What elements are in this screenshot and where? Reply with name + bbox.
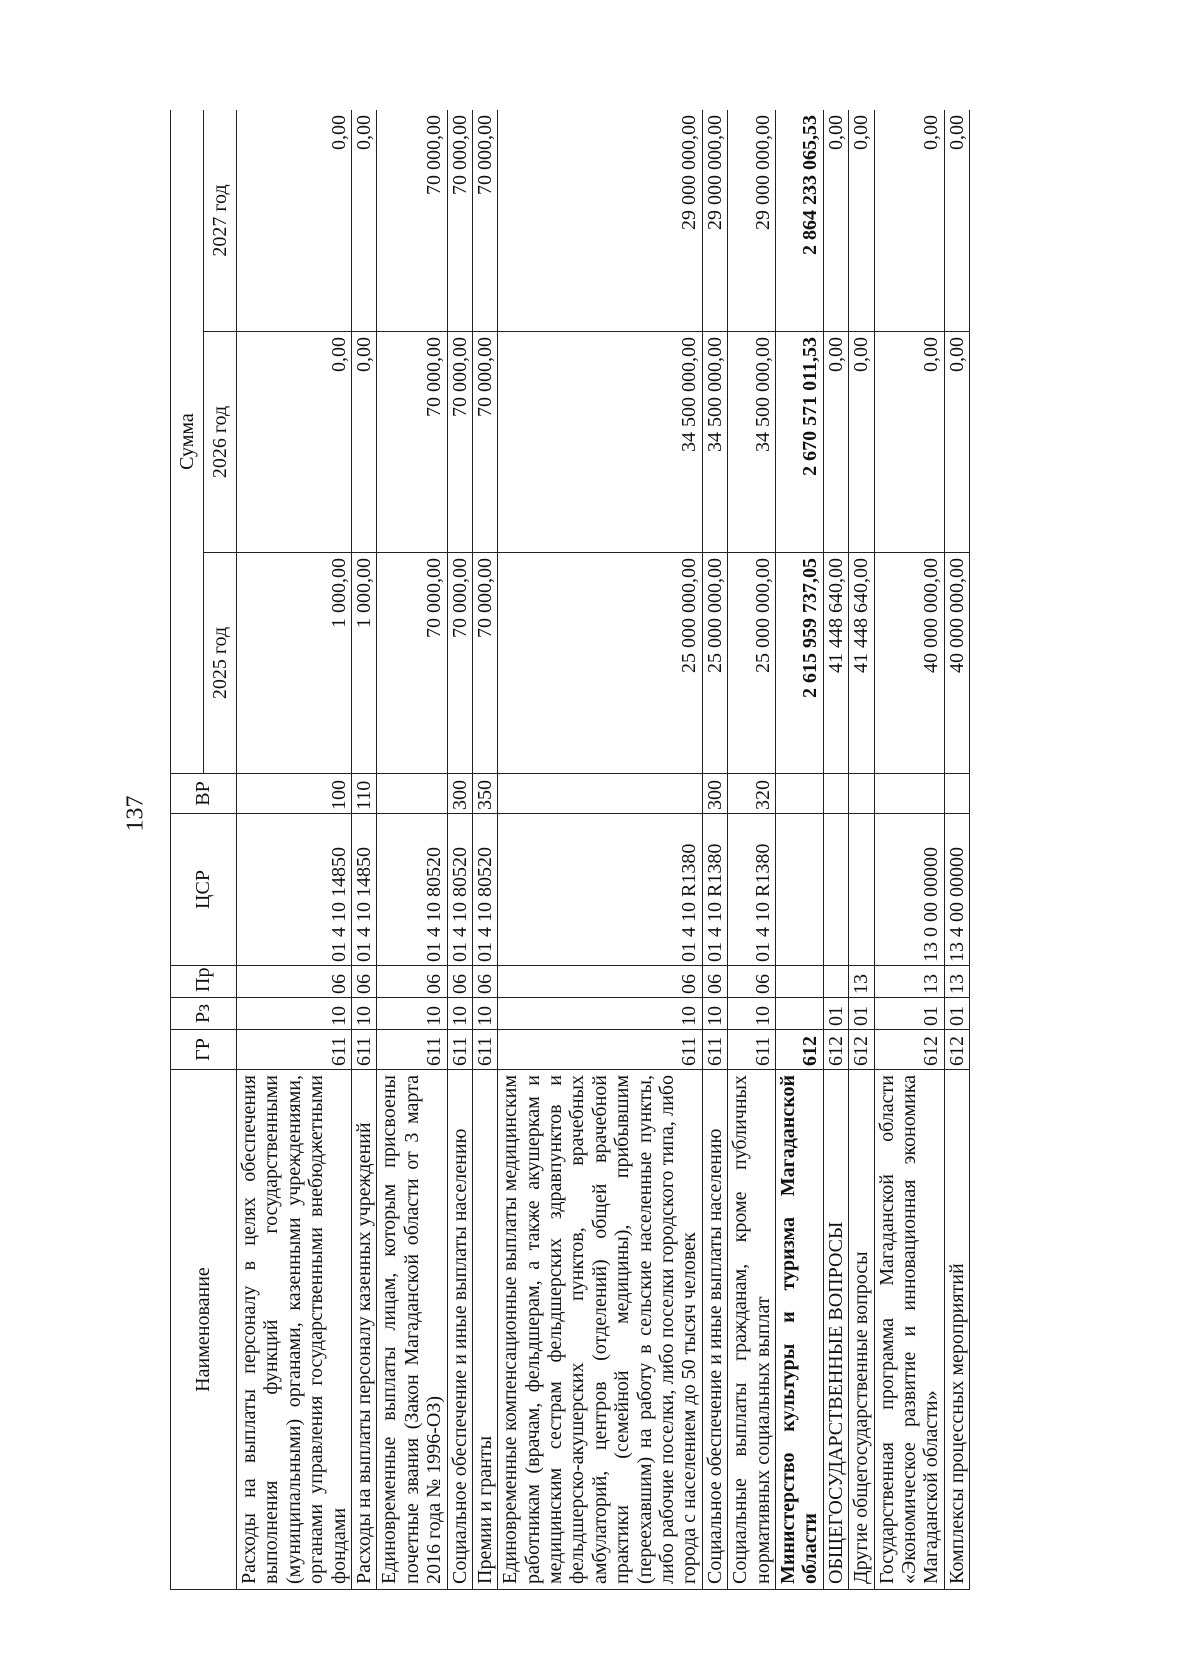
cell-y2026: 2 670 571 011,53 [775,332,823,553]
cell-gr: 612 [849,1030,874,1070]
cell-y2025: 25 000 000,00 [728,553,776,774]
cell-y2027: 29 000 000,00 [498,110,703,332]
cell-name: Другие общегосударственные вопросы [849,1070,874,1590]
cell-name: Социальное обеспечение и иные выплаты населению [702,1070,727,1590]
table-body [237,110,970,1590]
cell-csr: 01 4 10 R1380 [498,814,703,966]
header-csr: ЦСР [171,814,237,966]
cell-pr: 06 [351,966,376,998]
cell-vr [775,774,823,814]
cell-pr: 06 [472,966,497,998]
page-number-text: 137 [122,795,149,832]
cell-csr: 01 4 10 80520 [447,814,472,966]
cell-pr: 06 [702,966,727,998]
cell-y2026: 70 000,00 [377,332,447,553]
cell-csr: 01 4 10 R1380 [702,814,727,966]
cell-pr [775,966,823,998]
cell-pr: 06 [447,966,472,998]
cell-csr [823,814,848,966]
cell-rz: 10 [447,998,472,1030]
cell-y2026: 0,00 [944,332,969,553]
cell-y2026: 0,00 [237,332,352,553]
cell-rz [775,998,823,1030]
table-row [775,110,823,1590]
cell-y2026: 70 000,00 [472,332,497,553]
header-pr: Пр [171,966,237,998]
rotated-content [170,110,1100,1590]
cell-name: Социальные выплаты гражданам, кроме публичных нормативных социальных выплат [728,1070,776,1590]
cell-gr: 612 [823,1030,848,1070]
cell-y2027: 2 864 233 065,53 [775,110,823,332]
cell-csr: 01 4 10 R1380 [728,814,776,966]
cell-y2026: 34 500 000,00 [498,332,703,553]
cell-y2025: 40 000 000,00 [874,553,944,774]
cell-rz: 10 [377,998,447,1030]
table-row [874,110,944,1590]
cell-name: Расходы на выплаты персоналу в целях обеспечения выполнения функций государственными (муниципальными) органами, казенными учреждениями, органами управления государственными внебюджетными фондами [237,1070,352,1590]
table-row [498,110,703,1590]
cell-pr: 06 [728,966,776,998]
header-2027: 2027 год [204,110,237,332]
cell-vr: 350 [472,774,497,814]
cell-gr: 611 [237,1030,352,1070]
cell-gr: 612 [874,1030,944,1070]
cell-gr: 611 [377,1030,447,1070]
cell-csr: 13 4 00 00000 [944,814,969,966]
cell-name: Государственная программа Магаданской области «Экономическое развитие и инновационная экономика Магаданской области» [874,1070,944,1590]
cell-y2025: 25 000 000,00 [702,553,727,774]
cell-pr: 06 [237,966,352,998]
cell-y2027: 70 000,00 [472,110,497,332]
header-gr: ГР [171,1030,237,1070]
cell-y2025: 25 000 000,00 [498,553,703,774]
header-row-1 [171,110,204,1590]
header-2026: 2026 год [204,332,237,553]
table-row [702,110,727,1590]
cell-rz: 10 [498,998,703,1030]
cell-csr: 01 4 10 80520 [377,814,447,966]
cell-y2026: 34 500 000,00 [728,332,776,553]
cell-pr: 13 [849,966,874,998]
header-sum: Сумма [171,110,204,774]
table-row [472,110,497,1590]
cell-vr: 100 [237,774,352,814]
cell-csr: 01 4 10 14850 [237,814,352,966]
cell-gr: 611 [351,1030,376,1070]
cell-y2025: 40 000 000,00 [944,553,969,774]
cell-pr [823,966,848,998]
cell-y2027: 29 000 000,00 [728,110,776,332]
cell-rz: 01 [823,998,848,1030]
cell-rz: 10 [237,998,352,1030]
cell-y2025: 70 000,00 [447,553,472,774]
cell-y2026: 0,00 [849,332,874,553]
cell-csr: 01 4 10 80520 [472,814,497,966]
table-row [447,110,472,1590]
table-row [377,110,447,1590]
cell-csr: 13 0 00 00000 [874,814,944,966]
cell-y2025: 70 000,00 [377,553,447,774]
cell-name: Премии и гранты [472,1070,497,1590]
cell-rz: 10 [351,998,376,1030]
cell-gr: 611 [498,1030,703,1070]
cell-rz: 10 [728,998,776,1030]
cell-vr [874,774,944,814]
cell-y2026: 34 500 000,00 [702,332,727,553]
cell-y2026: 0,00 [351,332,376,553]
cell-name: Единовременные компенсационные выплаты медицинским работникам (врачам, фельдшерам, а также акушеркам и медицинским сестрам фельдшерских здравпунктов и фельдшерско-акушерских пунктов, врачебных амбулаторий, центров (отделений) общей врачебной практики (семейной медицины), прибывшим (переехавшим) на работу в сельские населенные пункты, либо рабочие поселки, либо поселки городского типа, либо города с населением до 50 тысяч человек [498,1070,703,1590]
cell-gr: 612 [775,1030,823,1070]
cell-pr: 06 [498,966,703,998]
cell-name: Комплексы процессных мероприятий [944,1070,969,1590]
header-vr: ВР [171,774,237,814]
cell-vr [849,774,874,814]
table-row [849,110,874,1590]
cell-y2027: 70 000,00 [377,110,447,332]
cell-csr [775,814,823,966]
cell-vr [823,774,848,814]
cell-gr: 611 [472,1030,497,1070]
table-row [728,110,776,1590]
cell-name: Социальное обеспечение и иные выплаты населению [447,1070,472,1590]
cell-pr: 06 [377,966,447,998]
cell-vr: 300 [447,774,472,814]
table-row [823,110,848,1590]
cell-y2026: 0,00 [823,332,848,553]
cell-y2027: 0,00 [874,110,944,332]
cell-y2025: 41 448 640,00 [849,553,874,774]
cell-y2025: 1 000,00 [237,553,352,774]
cell-y2026: 0,00 [874,332,944,553]
cell-y2027: 0,00 [237,110,352,332]
cell-vr: 110 [351,774,376,814]
header-name: Наименование [171,1070,237,1590]
table-row [944,110,969,1590]
cell-gr: 612 [944,1030,969,1070]
cell-gr: 611 [728,1030,776,1070]
cell-vr [377,774,447,814]
cell-y2025: 70 000,00 [472,553,497,774]
cell-name: Министерство культуры и туризма Магаданской области [775,1070,823,1590]
cell-rz: 01 [944,998,969,1030]
rotated-page [170,110,1100,1590]
cell-name: Расходы на выплаты персоналу казенных учреждений [351,1070,376,1590]
cell-y2025: 41 448 640,00 [823,553,848,774]
cell-gr: 611 [702,1030,727,1070]
cell-vr: 300 [702,774,727,814]
cell-pr: 13 [874,966,944,998]
cell-pr: 13 [944,966,969,998]
cell-name: Единовременные выплаты лицам, которым присвоены почетные звания (Закон Магаданской области от 3 марта 2016 года № 1996-ОЗ) [377,1070,447,1590]
cell-csr: 01 4 10 14850 [351,814,376,966]
cell-y2027: 0,00 [944,110,969,332]
cell-vr: 320 [728,774,776,814]
cell-y2026: 70 000,00 [447,332,472,553]
header-2025: 2025 год [204,553,237,774]
cell-gr: 611 [447,1030,472,1070]
table-row [351,110,376,1590]
header-rz: Рз [171,998,237,1030]
cell-y2027: 0,00 [351,110,376,332]
cell-y2025: 2 615 959 737,05 [775,553,823,774]
cell-rz: 10 [702,998,727,1030]
cell-y2027: 70 000,00 [447,110,472,332]
cell-csr [849,814,874,966]
cell-rz: 01 [874,998,944,1030]
budget-table [170,110,970,1590]
page-number [122,780,160,840]
cell-vr [498,774,703,814]
cell-y2027: 0,00 [823,110,848,332]
cell-y2025: 1 000,00 [351,553,376,774]
cell-y2027: 29 000 000,00 [702,110,727,332]
cell-y2027: 0,00 [849,110,874,332]
cell-rz: 01 [849,998,874,1030]
cell-vr [944,774,969,814]
cell-name: ОБЩЕГОСУДАРСТВЕННЫЕ ВОПРОСЫ [823,1070,848,1590]
cell-rz: 10 [472,998,497,1030]
table-row [237,110,352,1590]
